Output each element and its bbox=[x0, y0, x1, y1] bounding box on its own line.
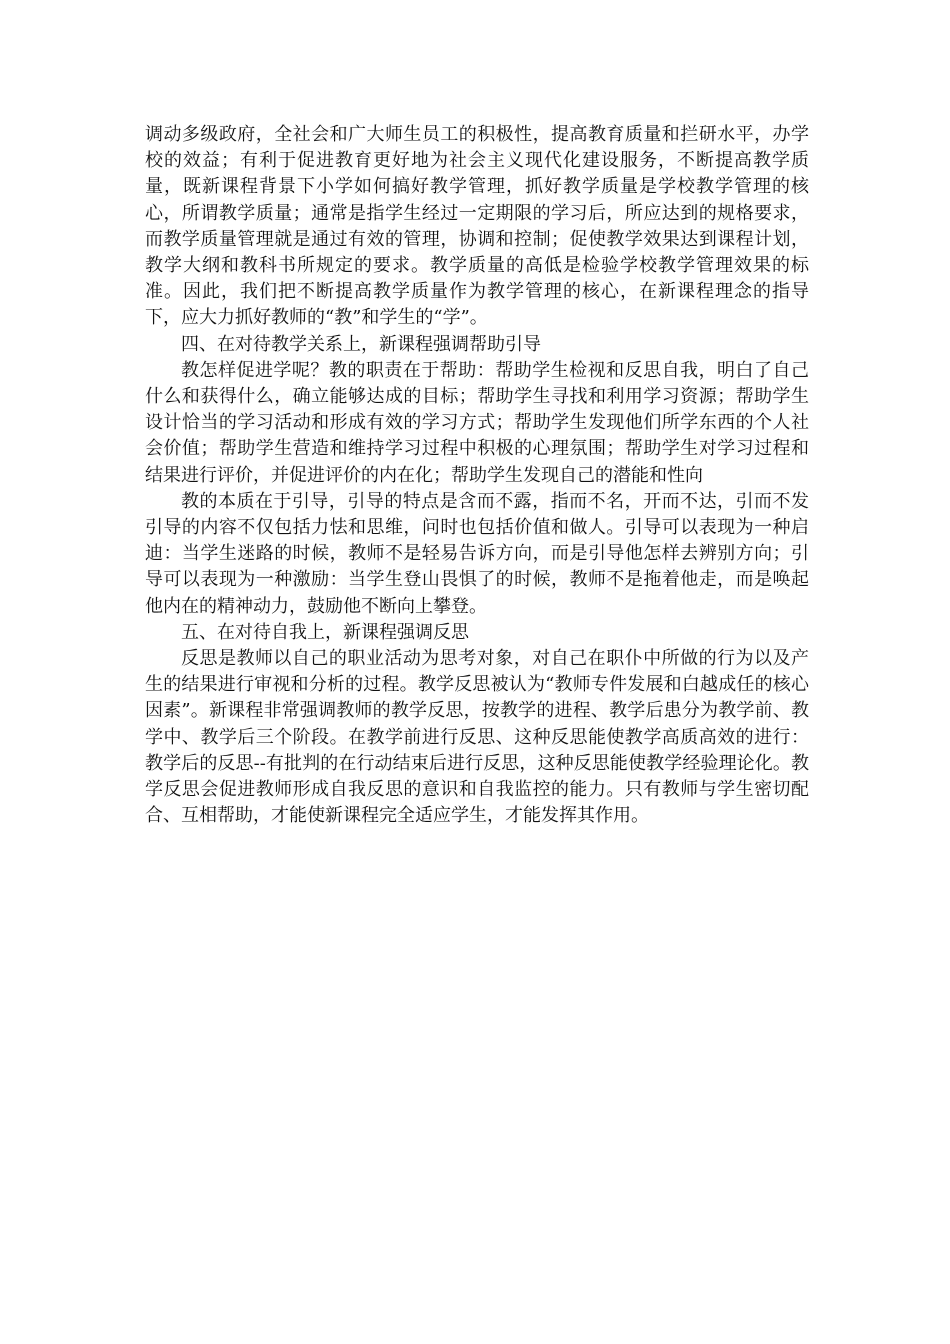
document-body bbox=[145, 122, 809, 829]
paragraph-teaching-help: 教怎样促进学呢？教的职责在于帮助：帮助学生检视和反思自我，明白了自己什么和获得什么，确立能够达成的目标；帮助学生寻找和利用学习资源；帮助学生设计恰当的学习活动和形成有效的学习方式；帮助学生发现他们所学东西的个人社会价值；帮助学生营造和维持学习过程中积极的心理氛围；帮助学生对学习过程和结果进行评价，并促进评价的内在化；帮助学生发现自己的潜能和性向 bbox=[145, 359, 809, 486]
paragraph-reflection: 反思是教师以自己的职业活动为思考对象，对自己在职仆中所做的行为以及产生的结果进行审视和分析的过程。教学反思被认为“教师专件发展和白越成任的核心因素”。新课程非常强调教师的教学反思，按教学的进程、教学后患分为教学前、教学中、教学后三个阶段。在教学前进行反思、这种反思能使教学高质高效的进行：教学后的反思--有批判的在行动结束后进行反思，这种反思能使教学经验理论化。教学反思会促进教师形成自我反思的意识和自我监控的能力。只有教师与学生密切配合、互相帮助，才能使新课程完全适应学生，才能发挥其作用。 bbox=[145, 648, 809, 827]
paragraph-teaching-guidance: 教的本质在于引导，引导的特点是含而不露，指而不名，开而不达，引而不发引导的内容不仅包括力怯和思维，问时也包括价值和做人。引导可以表现为一种启迪：当学生迷路的时候，教师不是轻易告诉方向，而是引导他怎样去辨别方向；引导可以表现为一种激励：当学生登山畏惧了的时候，教师不是拖着他走，而是唤起他内在的精神动力，鼓励他不断向上攀登。 bbox=[145, 490, 809, 617]
section-heading-five: 五、在对待自我上，新课程强调反思 bbox=[181, 621, 469, 643]
paragraph-teaching-quality: 调动多级政府，全社会和广大师生员工的积极性，提高教育质量和拦研水平，办学校的效益；有利于促进教育更好地为社会主义现代化建设服务，不断提高教学质量，既新课程背景下小学如何搞好教学管理，抓好教学质量是学校教学管理的核心，所谓教学质量；通常是指学生经过一定期限的学习后，所应达到的规格要求，而教学质量管理就是通过有效的管理，协调和控制；促使教学效果达到课程计划，教学大纲和教科书所规定的要求。教学质量的高低是检验学校教学管理效果的标准。因此，我们把不断提高教学质量作为教学管理的核心，在新课程理念的指导下，应大力抓好教师的“教”和学生的“学”。 bbox=[145, 124, 809, 329]
section-heading-four: 四、在对待教学关系上，新课程强调帮助引导 bbox=[181, 333, 541, 355]
